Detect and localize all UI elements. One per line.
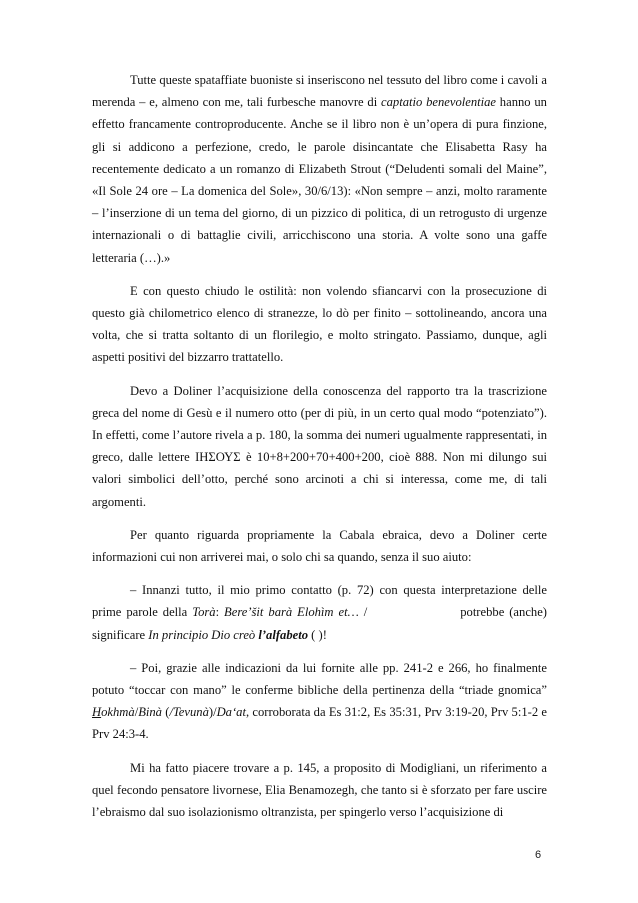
text-run: Torà: [192, 605, 216, 620]
text-run: hanno un effetto francamente controproducente. Anche se il libro non è un’opera di pura finzione, gli si addicono a perfezione, credo, le parole disincantate che Elisabetta Rasy ha recentemente dedicato a un romanzo di Elizabeth Strout (“Deludenti somali del Maine”, «Il Sole 24 ore – La domenica del Sole», 30/6/13): «Non sempre – anzi, molto raramente – l’inserzione di un tema del giorno, di un pizzico di politica, di un retrogusto di urgenze internazionali o di battaglie civili, arricchiscono una storia. A volte sono una gaffe letteraria (…).»: [92, 95, 547, 265]
text-run: /: [358, 605, 373, 620]
text-run: – Innanzi tutto, il mio primo contatto (p. 72) con questa interpretazione delle prime parole della: [92, 583, 547, 620]
text-run: – Poi, grazie alle indicazioni da lui fornite alle pp. 241-2 e 266, ho finalmente potuto “toccar con mano” le conferme bibliche della pertinenza della “triade gnomica”: [92, 660, 547, 698]
text-run: (: [161, 705, 170, 720]
text-run: ( )!: [308, 627, 327, 642]
text-run: l’alfabeto: [258, 627, 309, 642]
text-run: captatio benevolentiae: [381, 95, 497, 110]
text-run: )/: [208, 705, 217, 720]
paragraph: [92, 524, 547, 568]
paragraph: [92, 657, 547, 746]
text-run: , corroborata da Es 31:2, Es 35:31, Prv 3:19-20, Prv 5:1-2 e Prv 24:3-4.: [92, 705, 547, 742]
text-run: potrebbe (anche) significare: [92, 605, 547, 642]
paragraph: [92, 579, 547, 646]
text-run: Hokhmà: [92, 705, 135, 720]
paragraph: [92, 757, 547, 824]
body-text: [92, 69, 547, 834]
page-number: 6: [535, 849, 542, 861]
paragraph: [92, 69, 547, 269]
paragraph: [92, 280, 547, 369]
text-run: In principio Dio creò: [148, 627, 259, 642]
text-run: Da‘at: [216, 705, 246, 720]
text-run: Mi ha fatto piacere trovare a p. 145, a proposito di Modigliani, un riferimento a quel fecondo pensatore livornese, Elia Benamozegh, che tanto si è sforzato per fare uscire l’ebraismo dal suo isolazionismo oltranzista, per spingerlo verso l’acquisizione di: [92, 760, 547, 820]
text-run: /Tevunà: [169, 705, 209, 720]
text-run: E con questo chiudo le ostilità: non volendo sfiancarvi con la prosecuzione di questo già chilometrico elenco di stranezze, lo dò per finito – sottolineando, ancora una volta, che si tratta soltanto di un florilegio, e molto stringato. Passiamo, dunque, agli aspetti positivi del bizzarro trattatello.: [92, 283, 547, 365]
text-run: Per quanto riguarda propriamente la Cabala ebraica, devo a Doliner certe informazioni cui non arriverei mai, o solo chi sa quando, senza il suo aiuto:: [92, 527, 547, 565]
text-run: Binà: [138, 705, 162, 720]
text-run: :: [215, 605, 225, 620]
text-run: Tutte queste spataffiate buoniste si inseriscono nel tessuto del libro come i cavoli a merenda – e, almeno con me, tali furbesche manovre di: [92, 73, 547, 110]
text-run: /: [134, 705, 139, 720]
paragraph: [92, 380, 547, 513]
text-run: Devo a Doliner l’acquisizione della conoscenza del rapporto tra la trascrizione greca del nome di Gesù e il numero otto (per di più, in un certo qual modo “potenziato”). In effetti, come l’autore rivela a p. 180, la somma dei numeri ugualmente rappresentati, in greco, dalle lettere ΙΗΣΟΥΣ è 10+8+200+70+400+200, cioè 888. Non mi dilungo sui valori simbolici dell’otto, perché sono arcinoti a chi si interessa, come me, di tali argomenti.: [92, 383, 547, 509]
text-run: Bere’šit barà Elohìm et…: [224, 605, 359, 620]
